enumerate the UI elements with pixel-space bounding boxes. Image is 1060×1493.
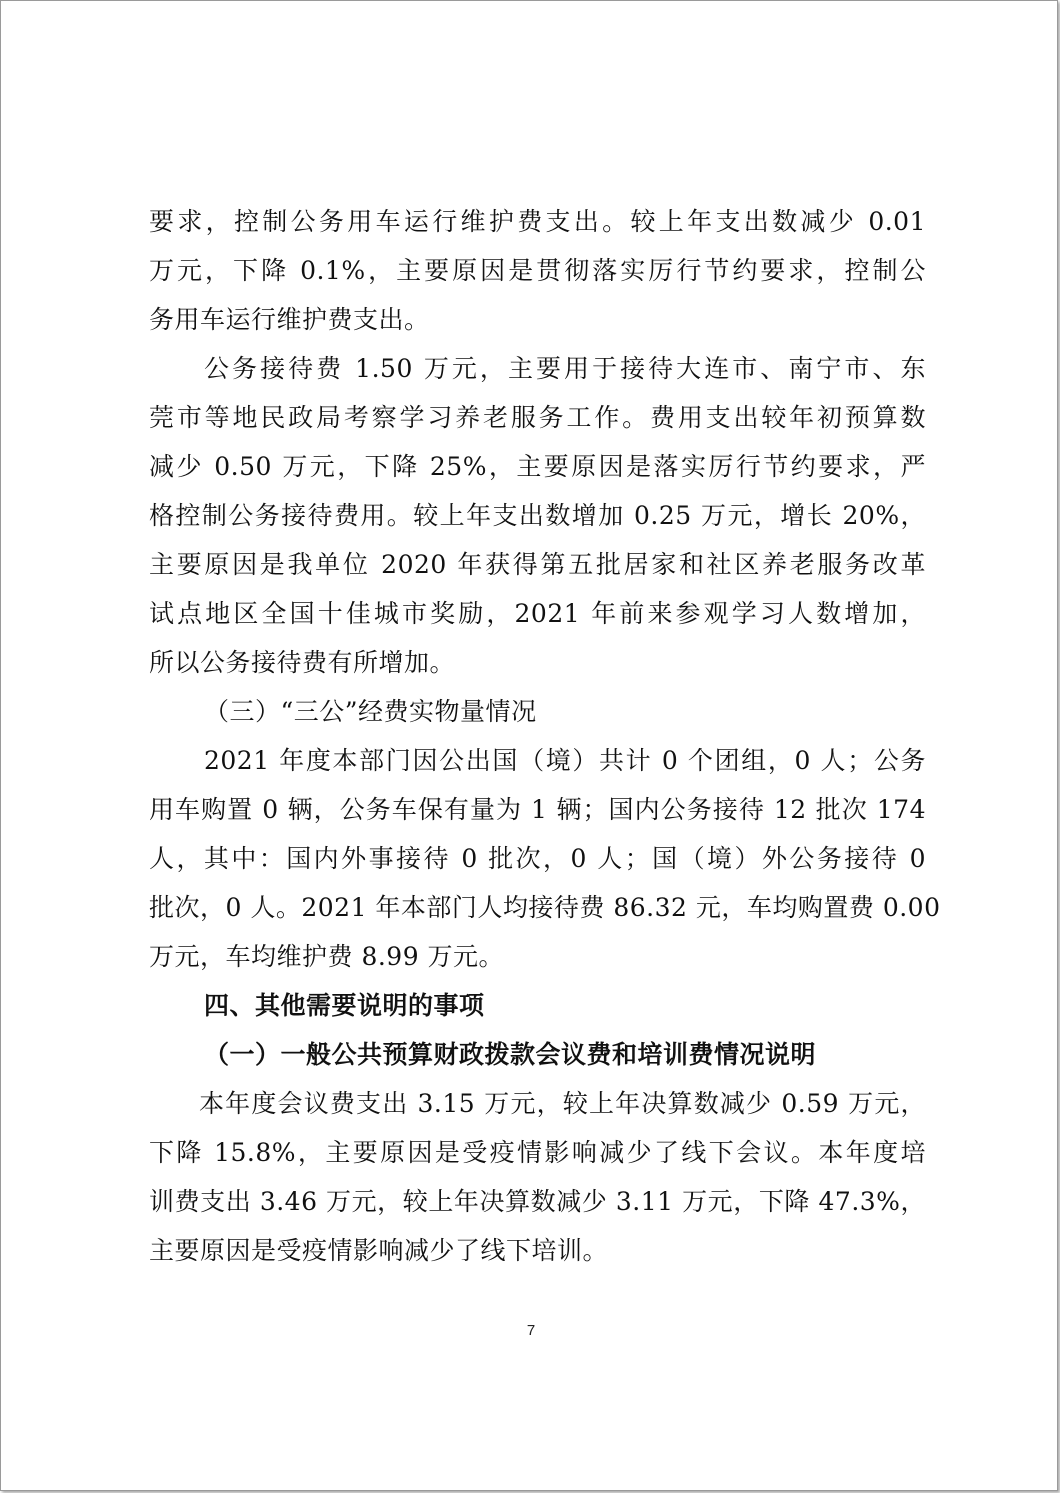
- text-line: 要求，控制公务用车运行维护费支出。较上年支出数减少 0.01: [149, 207, 926, 236]
- text-line: 人，其中：国内外事接待 0 批次，0 人；国（境）外公务接待 0: [149, 844, 926, 873]
- paragraph-start-line: 公务接待费 1.50 万元，主要用于接待大连市、南宁市、东: [204, 354, 926, 383]
- text-line: 主要原因是受疫情影响减少了线下培训。: [149, 1236, 609, 1265]
- section-heading-4: 四、其他需要说明的事项: [204, 991, 485, 1020]
- text-line: 莞市等地民政局考察学习养老服务工作。费用支出较年初预算数: [149, 403, 926, 432]
- text-line: 批次，0 人。2021 年本部门人均接待费 86.32 元，车均购置费 0.00: [149, 893, 941, 922]
- paragraph-start-line: 2021 年度本部门因公出国（境）共计 0 个团组，0 人；公务: [204, 746, 926, 775]
- paragraph-start-line: 本年度会议费支出 3.15 万元，较上年决算数减少 0.59 万元，: [199, 1089, 926, 1118]
- text-line: 万元，车均维护费 8.99 万元。: [149, 942, 505, 971]
- page-number: 7: [526, 1322, 536, 1339]
- subsection-heading-1: （一）一般公共预算财政拨款会议费和培训费情况说明: [204, 1040, 817, 1069]
- text-line: 万元，下降 0.1%，主要原因是贯彻落实厉行节约要求，控制公: [149, 256, 926, 285]
- text-line: 训费支出 3.46 万元，较上年决算数减少 3.11 万元，下降 47.3%，: [149, 1187, 926, 1216]
- section-heading-3: （三）“三公”经费实物量情况: [204, 697, 537, 726]
- document-body: [149, 197, 941, 1275]
- text-line: 试点地区全国十佳城市奖励，2021 年前来参观学习人数增加，: [149, 599, 926, 628]
- text-line: 减少 0.50 万元，下降 25%，主要原因是落实厉行节约要求，严: [149, 452, 926, 481]
- text-line: 下降 15.8%，主要原因是受疫情影响减少了线下会议。本年度培: [149, 1138, 926, 1167]
- text-line: 格控制公务接待费用。较上年支出数增加 0.25 万元，增长 20%，: [149, 501, 926, 530]
- text-line: 用车购置 0 辆，公务车保有量为 1 辆；国内公务接待 12 批次 174: [149, 795, 926, 824]
- text-line: 务用车运行维护费支出。: [149, 305, 430, 334]
- text-line: 所以公务接待费有所增加。: [149, 648, 456, 677]
- text-line: 主要原因是我单位 2020 年获得第五批居家和社区养老服务改革: [149, 550, 926, 579]
